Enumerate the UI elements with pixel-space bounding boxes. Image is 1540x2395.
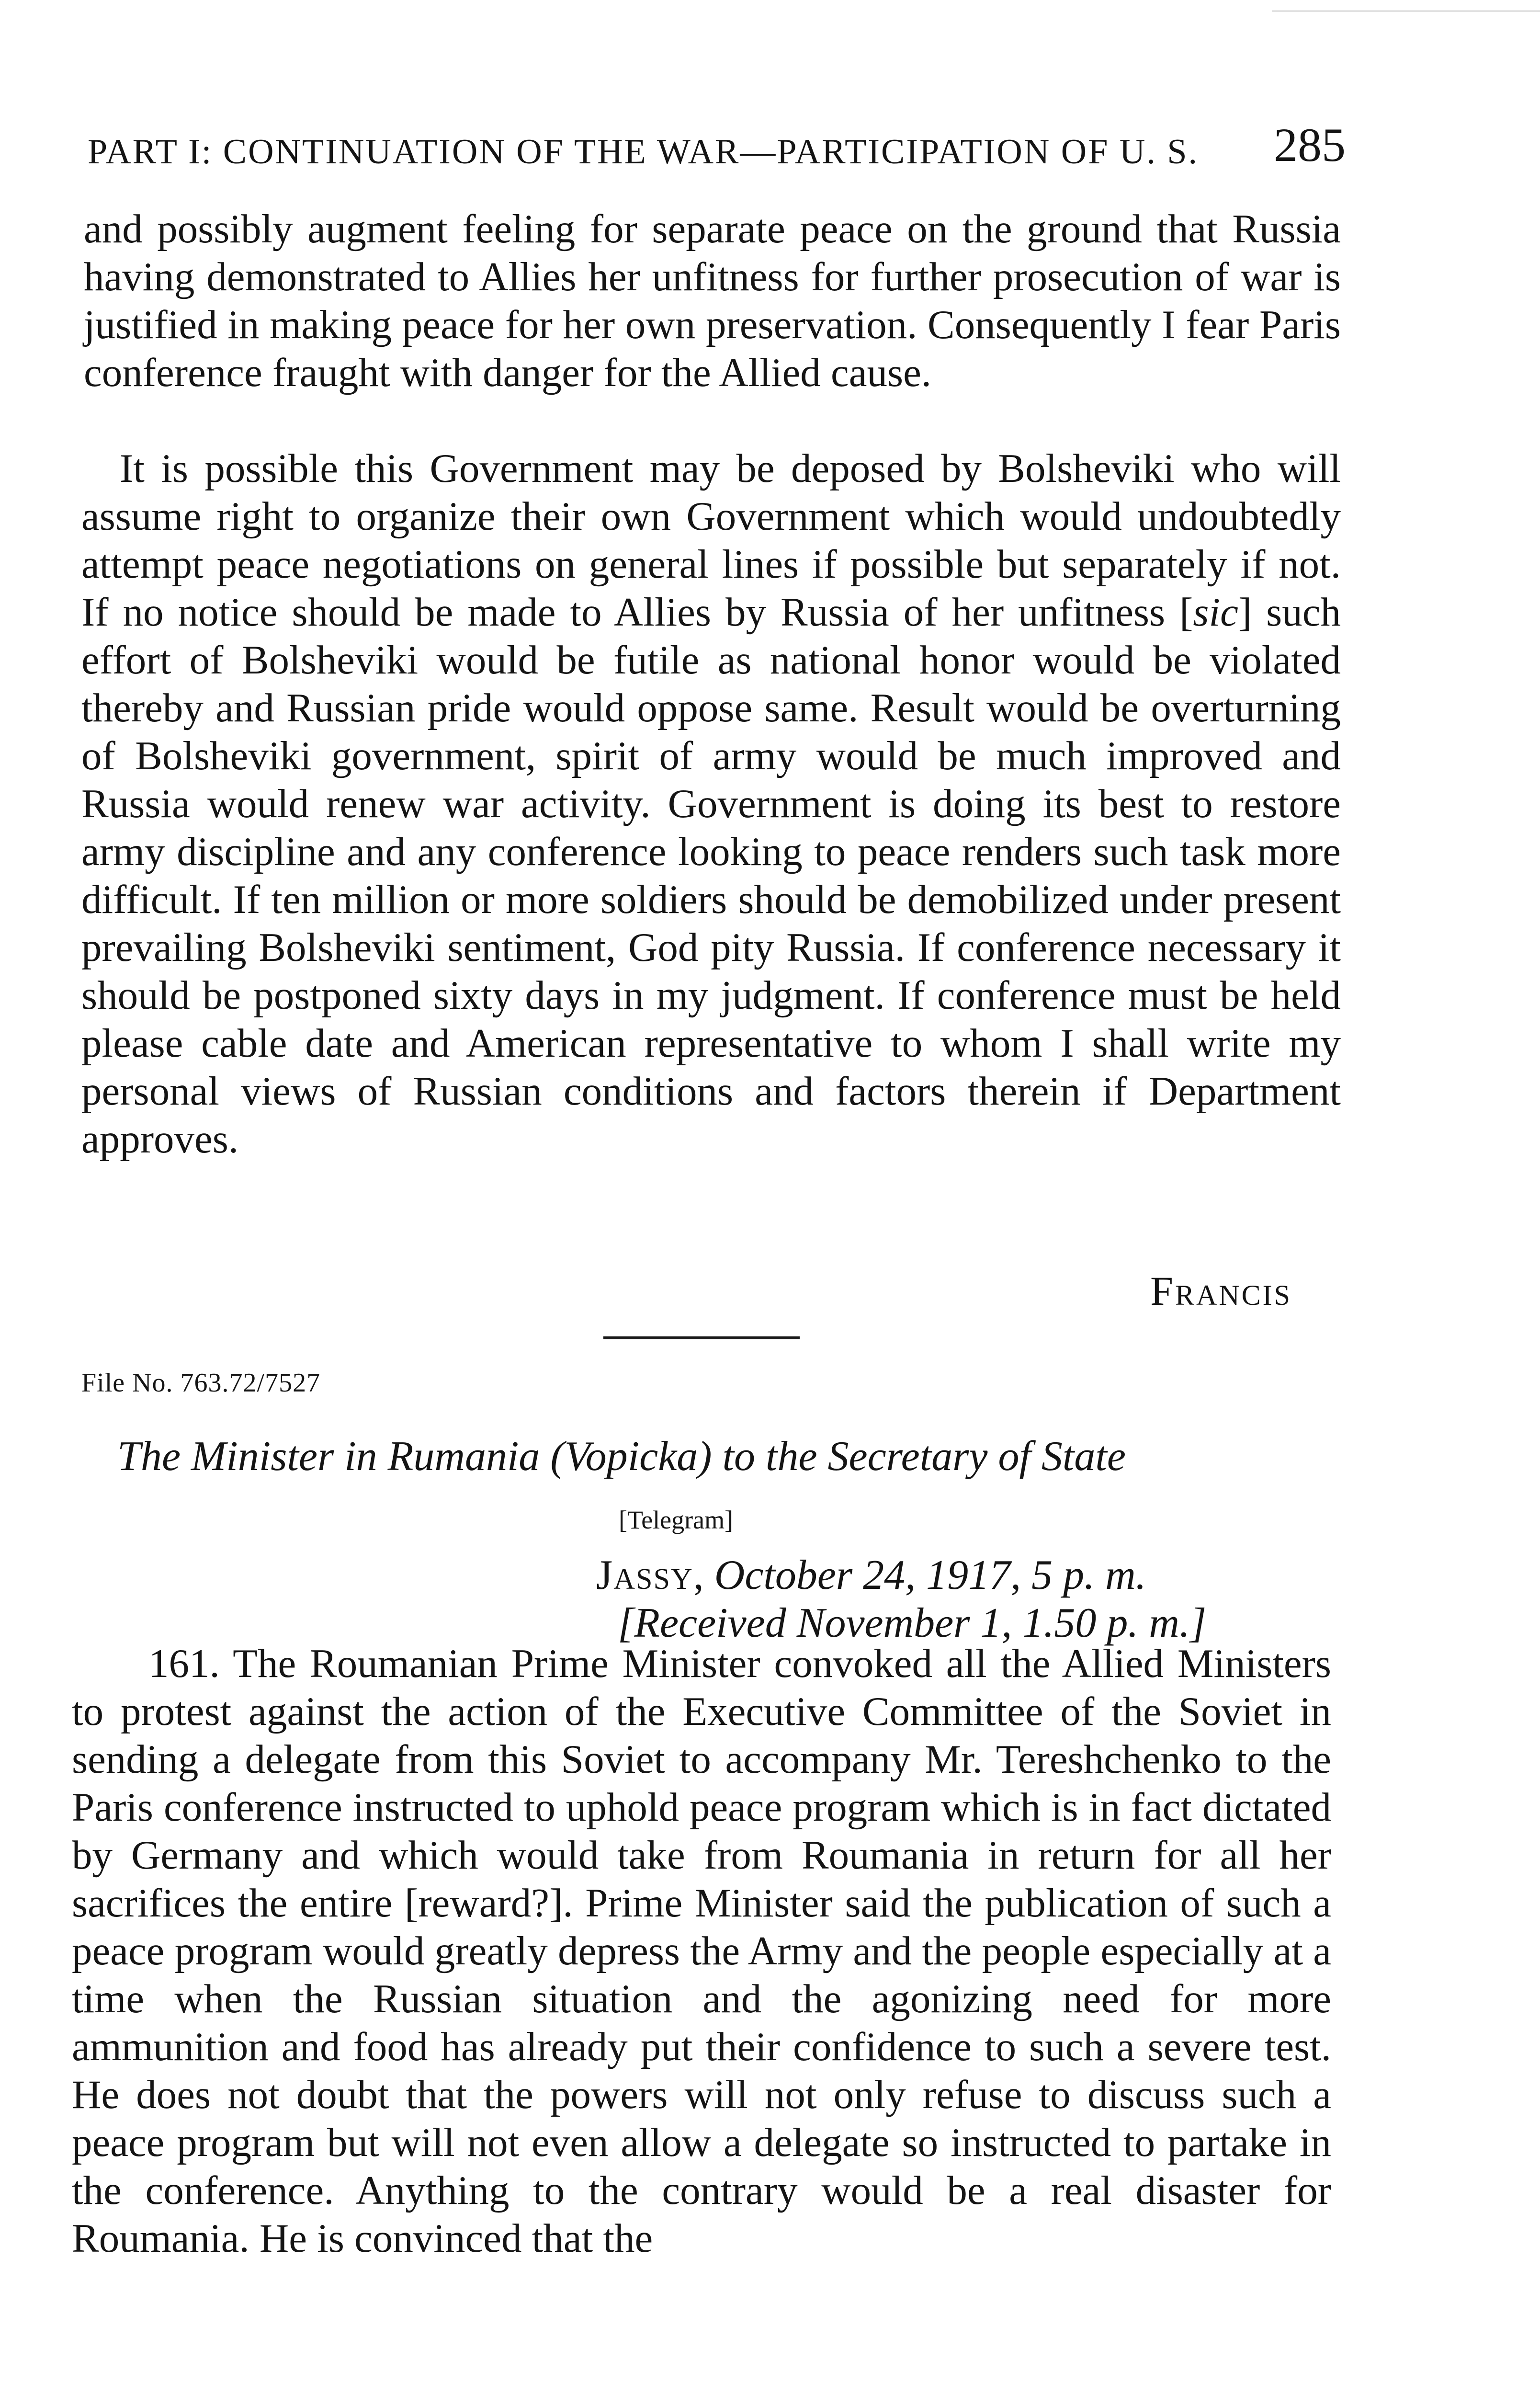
dateline-date: October 24, 1917, 5 p. m. [714,1552,1146,1598]
document-type: [Telegram] [619,1505,734,1534]
telegram-161-text: The Roumanian Prime Minister convoked all the Allied Ministers to protest against the action of the Executive Committee of the Soviet in sending a delegate from this Soviet to accompany Mr. Tereshchenko to the Paris conference instructed to uphold peace program which is in fact dictated by Germany and which would take from Roumania in return for all her sacrifices the entire [reward?]. Prime Minister said the publication of such a peace program would greatly depress the Army and the people especially at a time when the Russian situation and the agonizing need for more ammunition and food has already put their confidence to such a severe test. He does not doubt that the powers will not only refuse to discuss such a peace program but will not even allow a delegate so instructed to partake in the conference. Anything to the contrary would be a real disaster for Roumania. He is convinced that the [72,1641,1331,2261]
document-heading: The Minister in Rumania (Vopicka) to the Secretary of State [117,1433,1126,1480]
telegram-161-body [72,1640,1331,2262]
received-line: [Received November 1, 1.50 p. m.] [618,1600,1207,1646]
signature-francis: Francis [1150,1268,1292,1314]
telegram-continuation-paragraph [84,205,1341,397]
page-number: 285 [1274,118,1346,171]
file-number: File No. 763.72/7527 [81,1368,321,1398]
section-divider [603,1336,800,1339]
dateline: Jassy, October 24, 1917, 5 p. m. [596,1552,1146,1598]
bolsheviki-paragraph [81,445,1341,1163]
continuation-text: and possibly augment feeling for separate peace on the ground that Russia having demonstrated to Allies her unfitness for further prosecution of war is justified in making peace for her own preservation. Consequently I fear Paris conference fraught with danger for the Allied cause. [84,206,1341,395]
telegram-number: 161. [148,1641,220,1686]
dateline-place: Jassy [596,1552,693,1598]
running-header [88,117,1346,180]
sic-note: sic [1193,590,1238,635]
heading-name: Vopicka [564,1433,698,1480]
para2-text-b: ] such effort of Bolsheviki would be futile as national honor would be violated thereby and Russian pride would oppose same. Result would be overturning of Bolsheviki government, spirit of army would be much improved and Russia would renew war activity. Government is doing its best to restore army discipline and any conference looking to peace renders such task more difficult. If ten million or more soldiers should be demobilized under present prevailing Bolsheviki sentiment, God pity Russia. If conference necessary it should be postponed sixty days in my judgment. If conference must be held please cable date and American representative to whom I shall write my personal views of Russian conditions and factors therein if Department approves. [81,590,1341,1162]
para2-text-a: It is possible this Government may be deposed by Bolsheviki who will assume right to organize their own Government which would undoubtedly attempt peace negotiations on general lines if possible but separately if not. If no notice should be made to Allies by Russia of her unfitness [ [81,446,1341,635]
running-title: PART I: CONTINUATION OF THE WAR—PARTICIPATION OF U. S. [88,132,1199,171]
